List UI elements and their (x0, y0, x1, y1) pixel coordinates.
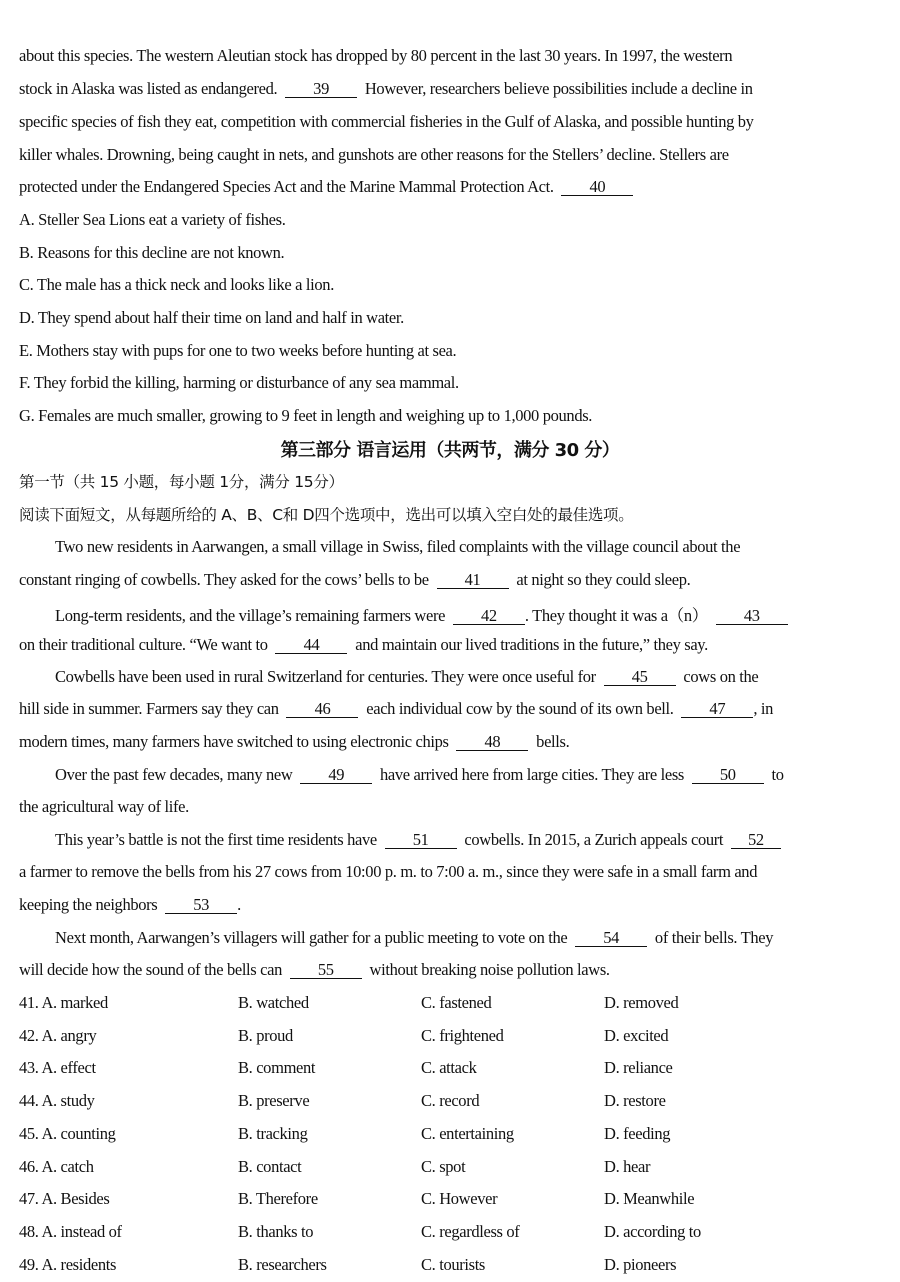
question-option-d[interactable]: D. according to (604, 1221, 701, 1241)
question-option-c[interactable]: C. frightened (421, 1025, 504, 1045)
option-b: B. Reasons for this decline are not known. (19, 243, 285, 262)
text: Next month, Aarwangen’s villagers will gather for a public meeting to vote on the (55, 928, 568, 947)
question-option-b[interactable]: B. watched (238, 993, 309, 1012)
text: killer whales. Drowning, being caught in nets, and gunshots are other reasons for the Stellers’ decline. Stellers are (19, 145, 729, 164)
cloze-line: the agricultural way of life. (19, 797, 189, 816)
passage-line (19, 177, 637, 197)
text: Long-term residents, and the village’s remaining farmers were (55, 606, 446, 625)
answer-blank-55[interactable]: 55 (290, 961, 362, 979)
option-c: C. The male has a thick neck and looks like a lion. (19, 275, 334, 294)
answer-blank-40[interactable]: 40 (561, 178, 633, 196)
question-option-c[interactable]: C. tourists (421, 1254, 485, 1274)
text: hill side in summer. Farmers say they can (19, 699, 279, 718)
cloze-line (19, 732, 569, 752)
text: However, researchers believe possibilities include a decline in (364, 79, 753, 98)
question-option-b[interactable]: B. tracking (238, 1123, 308, 1143)
cloze-line (19, 635, 708, 655)
passage-line (19, 112, 754, 132)
question-option-d[interactable]: D. restore (604, 1091, 666, 1111)
text: , in (753, 699, 774, 718)
text: and maintain our lived traditions in the future,” they say. (355, 635, 708, 654)
question-option-b[interactable]: B. comment (238, 1058, 316, 1078)
text: about this species. The western Aleutian stock has dropped by 80 percent in the last 30 years. In 1997, the western (19, 46, 733, 65)
text: specific species of fish they eat, competition with commercial fisheries in the Gulf of Alaska, and possible hunting by (19, 112, 754, 131)
question-option-b[interactable]: B. proud (238, 1025, 293, 1045)
cloze-line (19, 895, 241, 915)
question-option-b[interactable]: B. contact (238, 1156, 302, 1176)
section-instruction: 阅读下面短文，从每题所给的 A、B、C和 D四个选项中，选出可以填入空白处的最佳选项。 (19, 506, 634, 524)
passage-line (19, 46, 732, 66)
question-option-d[interactable]: D. hear (604, 1156, 651, 1176)
cloze-line: Two new residents in Aarwangen, a small village in Swiss, filed complaints with the village council about the (55, 537, 741, 556)
answer-blank-49[interactable]: 49 (300, 766, 372, 784)
text: bells. (536, 732, 570, 751)
cloze-line (19, 570, 690, 590)
question-option-b[interactable]: B. researchers (238, 1254, 327, 1274)
answer-blank-50[interactable]: 50 (692, 766, 764, 784)
question-option-d[interactable]: D. excited (604, 1025, 669, 1045)
answer-blank-39[interactable]: 39 (285, 80, 357, 98)
cloze-line (19, 960, 610, 980)
text: each individual cow by the sound of its own bell. (366, 699, 674, 718)
cloze-line (55, 667, 758, 687)
question-option-c[interactable]: C. regardless of (421, 1221, 520, 1241)
text: Over the past few decades, many new (55, 765, 293, 784)
text: will decide how the sound of the bells can (19, 960, 282, 979)
text: of their bells. They (654, 928, 774, 947)
question-option-d[interactable]: D. Meanwhile (604, 1189, 695, 1209)
option-a: A. Steller Sea Lions eat a variety of fishes. (19, 210, 286, 229)
answer-blank-53[interactable]: 53 (165, 896, 237, 914)
question-option-c[interactable]: C. spot (421, 1156, 466, 1176)
text: Cowbells have been used in rural Switzerland for centuries. They were once useful for (55, 667, 596, 686)
question-option-a[interactable]: 47. A. Besides (19, 1189, 110, 1209)
answer-blank-41[interactable]: 41 (437, 571, 509, 589)
text: without breaking noise pollution laws. (369, 960, 610, 979)
answer-blank-44[interactable]: 44 (275, 636, 347, 654)
question-option-b[interactable]: B. thanks to (238, 1221, 314, 1241)
question-option-b[interactable]: B. Therefore (238, 1189, 318, 1209)
cloze-line (55, 830, 781, 850)
cloze-line (55, 928, 773, 948)
text: modern times, many farmers have switched to using electronic chips (19, 732, 449, 751)
option-d: D. They spend about half their time on land and half in water. (19, 308, 404, 327)
question-option-a[interactable]: 42. A. angry (19, 1025, 97, 1045)
text: . They thought it was a（n） (524, 606, 708, 625)
text: on their traditional culture. “We want to (19, 635, 268, 654)
text: stock in Alaska was listed as endangered. (19, 79, 278, 98)
section-subtitle: 第一节（共 15 小题，每小题 1分，满分 15分） (19, 473, 344, 491)
option-e: E. Mothers stay with pups for one to two weeks before hunting at sea. (19, 341, 457, 360)
option-g: G. Females are much smaller, growing to 9 feet in length and weighing up to 1,000 pounds. (19, 406, 593, 425)
text: have arrived here from large cities. They are less (380, 765, 684, 784)
answer-blank-46[interactable]: 46 (286, 700, 358, 718)
answer-blank-45[interactable]: 45 (604, 668, 676, 686)
text: at night so they could sleep. (516, 570, 691, 589)
cloze-line (55, 602, 792, 626)
question-option-a[interactable]: 48. A. instead of (19, 1221, 122, 1241)
text: protected under the Endangered Species Act and the Marine Mammal Protection Act. (19, 177, 554, 196)
passage-line (19, 79, 753, 99)
passage-line (19, 145, 729, 165)
text: constant ringing of cowbells. They asked for the cows’ bells to be (19, 570, 429, 589)
question-option-a[interactable]: 45. A. counting (19, 1123, 116, 1143)
cloze-line (19, 699, 773, 719)
question-option-c[interactable]: C. However (421, 1189, 498, 1209)
answer-blank-47[interactable]: 47 (681, 700, 753, 718)
text: keeping the neighbors (19, 895, 158, 914)
question-option-a[interactable]: 43. A. effect (19, 1058, 96, 1078)
question-option-c[interactable]: C. fastened (421, 993, 492, 1012)
text: to (771, 765, 784, 784)
question-option-a[interactable]: 46. A. catch (19, 1156, 94, 1176)
question-option-c[interactable]: C. record (421, 1091, 480, 1111)
text: cows on the (683, 667, 759, 686)
text: cowbells. In 2015, a Zurich appeals court (464, 830, 724, 849)
question-option-d[interactable]: D. removed (604, 993, 679, 1012)
question-option-a[interactable]: 41. A. marked (19, 993, 108, 1012)
question-option-a[interactable]: 49. A. residents (19, 1254, 117, 1274)
answer-blank-51[interactable]: 51 (385, 831, 457, 849)
option-f: F. They forbid the killing, harming or disturbance of any sea mammal. (19, 373, 459, 392)
answer-blank-52[interactable]: 52 (731, 831, 781, 849)
section-title: 第三部分 语言运用（共两节，满分 30 分） (280, 440, 620, 461)
question-option-d[interactable]: D. pioneers (604, 1254, 677, 1274)
answer-blank-48[interactable]: 48 (456, 733, 528, 751)
question-option-d[interactable]: D. feeding (604, 1123, 671, 1143)
question-option-a[interactable]: 44. A. study (19, 1091, 95, 1111)
question-option-c[interactable]: C. attack (421, 1058, 477, 1078)
cloze-line (55, 765, 784, 785)
answer-blank-54[interactable]: 54 (575, 929, 647, 947)
question-option-b[interactable]: B. preserve (238, 1091, 310, 1111)
cloze-line: a farmer to remove the bells from his 27 cows from 10:00 p. m. to 7:00 a. m., since they were safe in a small farm and (19, 862, 758, 881)
question-option-c[interactable]: C. entertaining (421, 1123, 514, 1143)
answer-blank-42[interactable]: 42 (453, 607, 525, 625)
text: . (237, 895, 241, 914)
text: This year’s battle is not the first time residents have (55, 830, 377, 849)
question-option-d[interactable]: D. reliance (604, 1058, 673, 1078)
answer-blank-43[interactable]: 43 (716, 607, 788, 625)
